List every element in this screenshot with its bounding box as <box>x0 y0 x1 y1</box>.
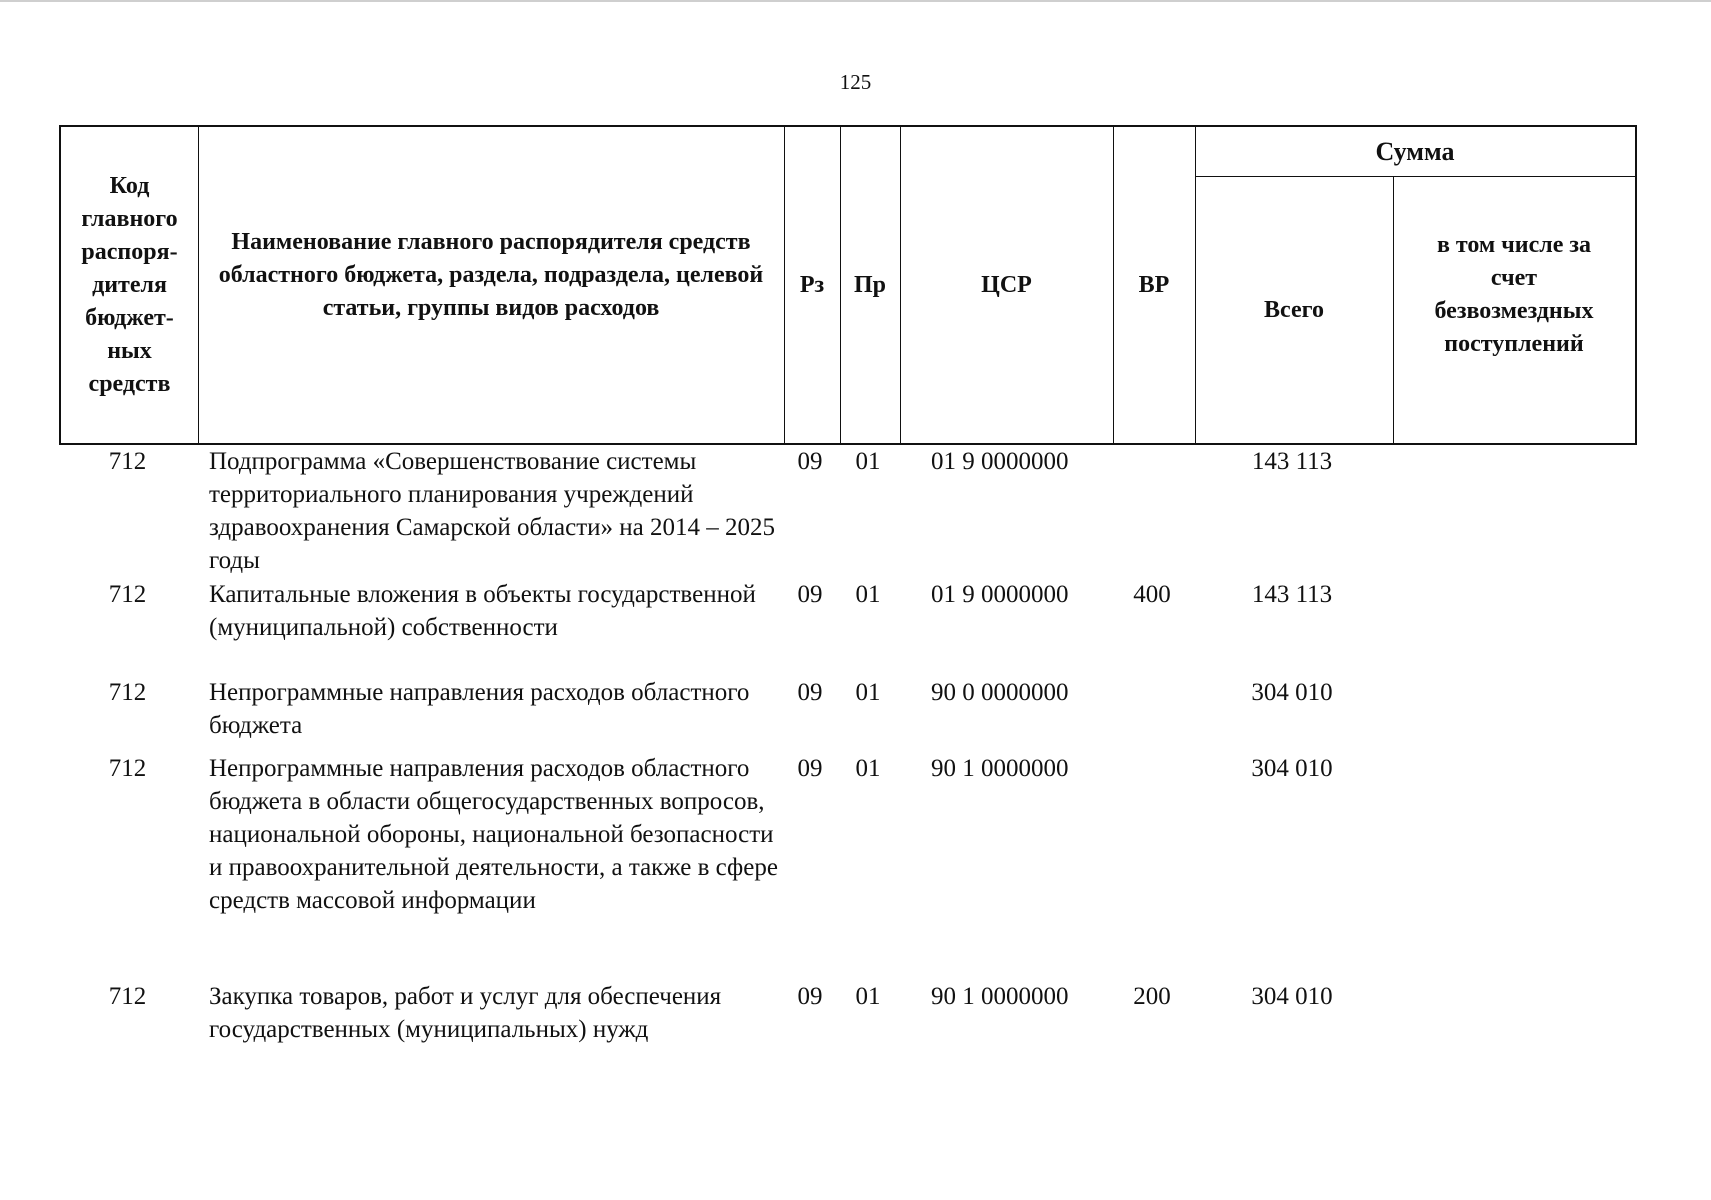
header-including-grants <box>1393 147 1635 443</box>
header-csr-text: ЦСР <box>981 271 1032 298</box>
row-pr: 01 <box>855 983 881 1010</box>
row-rz: 09 <box>797 581 823 608</box>
header-rz-text: Рз <box>799 271 825 298</box>
page-number <box>0 70 1711 95</box>
header-sum-text: Сумма <box>1375 136 1455 166</box>
header-code-text: Код главного распоря-дителя бюджет-ных средств <box>81 172 178 397</box>
row-csr: 01 9 0000000 <box>931 448 1069 475</box>
row-code: 712 <box>108 755 147 782</box>
header-rz <box>784 127 840 443</box>
row-rz: 09 <box>797 448 823 475</box>
row-pr: 01 <box>855 679 881 706</box>
row-name: Непрограммные направления расходов областного бюджета <box>209 679 750 739</box>
header-code <box>61 127 198 443</box>
header-pr <box>840 127 900 443</box>
row-code: 712 <box>108 983 147 1010</box>
row-csr: 90 1 0000000 <box>931 983 1069 1010</box>
header-vr <box>1113 127 1195 443</box>
header-including-grants-text: в том числе за счет безвозмездных поступлений <box>1434 232 1594 357</box>
row-name: Капитальные вложения в объекты государственной (муниципальной) собственности <box>209 581 756 641</box>
header-name <box>198 107 784 443</box>
row-rz: 09 <box>797 983 823 1010</box>
row-name: Закупка товаров, работ и услуг для обеспечения государственных (муниципальных) нужд <box>209 983 722 1043</box>
row-total: 143 113 <box>1251 448 1333 475</box>
row-vr: 400 <box>1133 581 1171 608</box>
row-pr: 01 <box>855 448 881 475</box>
row-code: 712 <box>108 581 147 608</box>
row-csr: 90 1 0000000 <box>931 755 1069 782</box>
row-total: 304 010 <box>1251 983 1333 1010</box>
header-total-text: Всего <box>1264 296 1324 323</box>
row-code: 712 <box>108 448 147 475</box>
header-vr-text: ВР <box>1138 271 1170 298</box>
row-rz: 09 <box>797 755 823 782</box>
row-csr: 01 9 0000000 <box>931 581 1069 608</box>
row-csr: 90 0 0000000 <box>931 679 1069 706</box>
row-pr: 01 <box>855 581 881 608</box>
page-number-text: 125 <box>839 70 872 94</box>
header-csr <box>900 127 1113 443</box>
row-pr: 01 <box>855 755 881 782</box>
row-vr: 200 <box>1133 983 1171 1010</box>
row-name: Подпрограмма «Совершенствование системы территориального планирования учреждений здравоохранения Самарской области» на 2014 – 2025 годы <box>209 448 775 574</box>
header-pr-text: Пр <box>853 271 886 298</box>
row-total: 304 010 <box>1251 679 1333 706</box>
table-header <box>59 125 1637 445</box>
row-code: 712 <box>108 679 147 706</box>
row-name: Непрограммные направления расходов областного бюджета в области общегосударственных вопросов, национальной обороны, национальной безопасности и правоохранительной деятельности, а также в сфере средств массовой информации <box>209 755 778 914</box>
row-rz: 09 <box>797 679 823 706</box>
row-total: 143 113 <box>1251 581 1333 608</box>
row-total: 304 010 <box>1251 755 1333 782</box>
header-total <box>1195 177 1393 443</box>
top-rule <box>0 0 1711 2</box>
header-name-text: Наименование главного распорядителя средств областного бюджета, раздела, подраздела, целевой статьи, группы видов расходов <box>218 228 764 321</box>
